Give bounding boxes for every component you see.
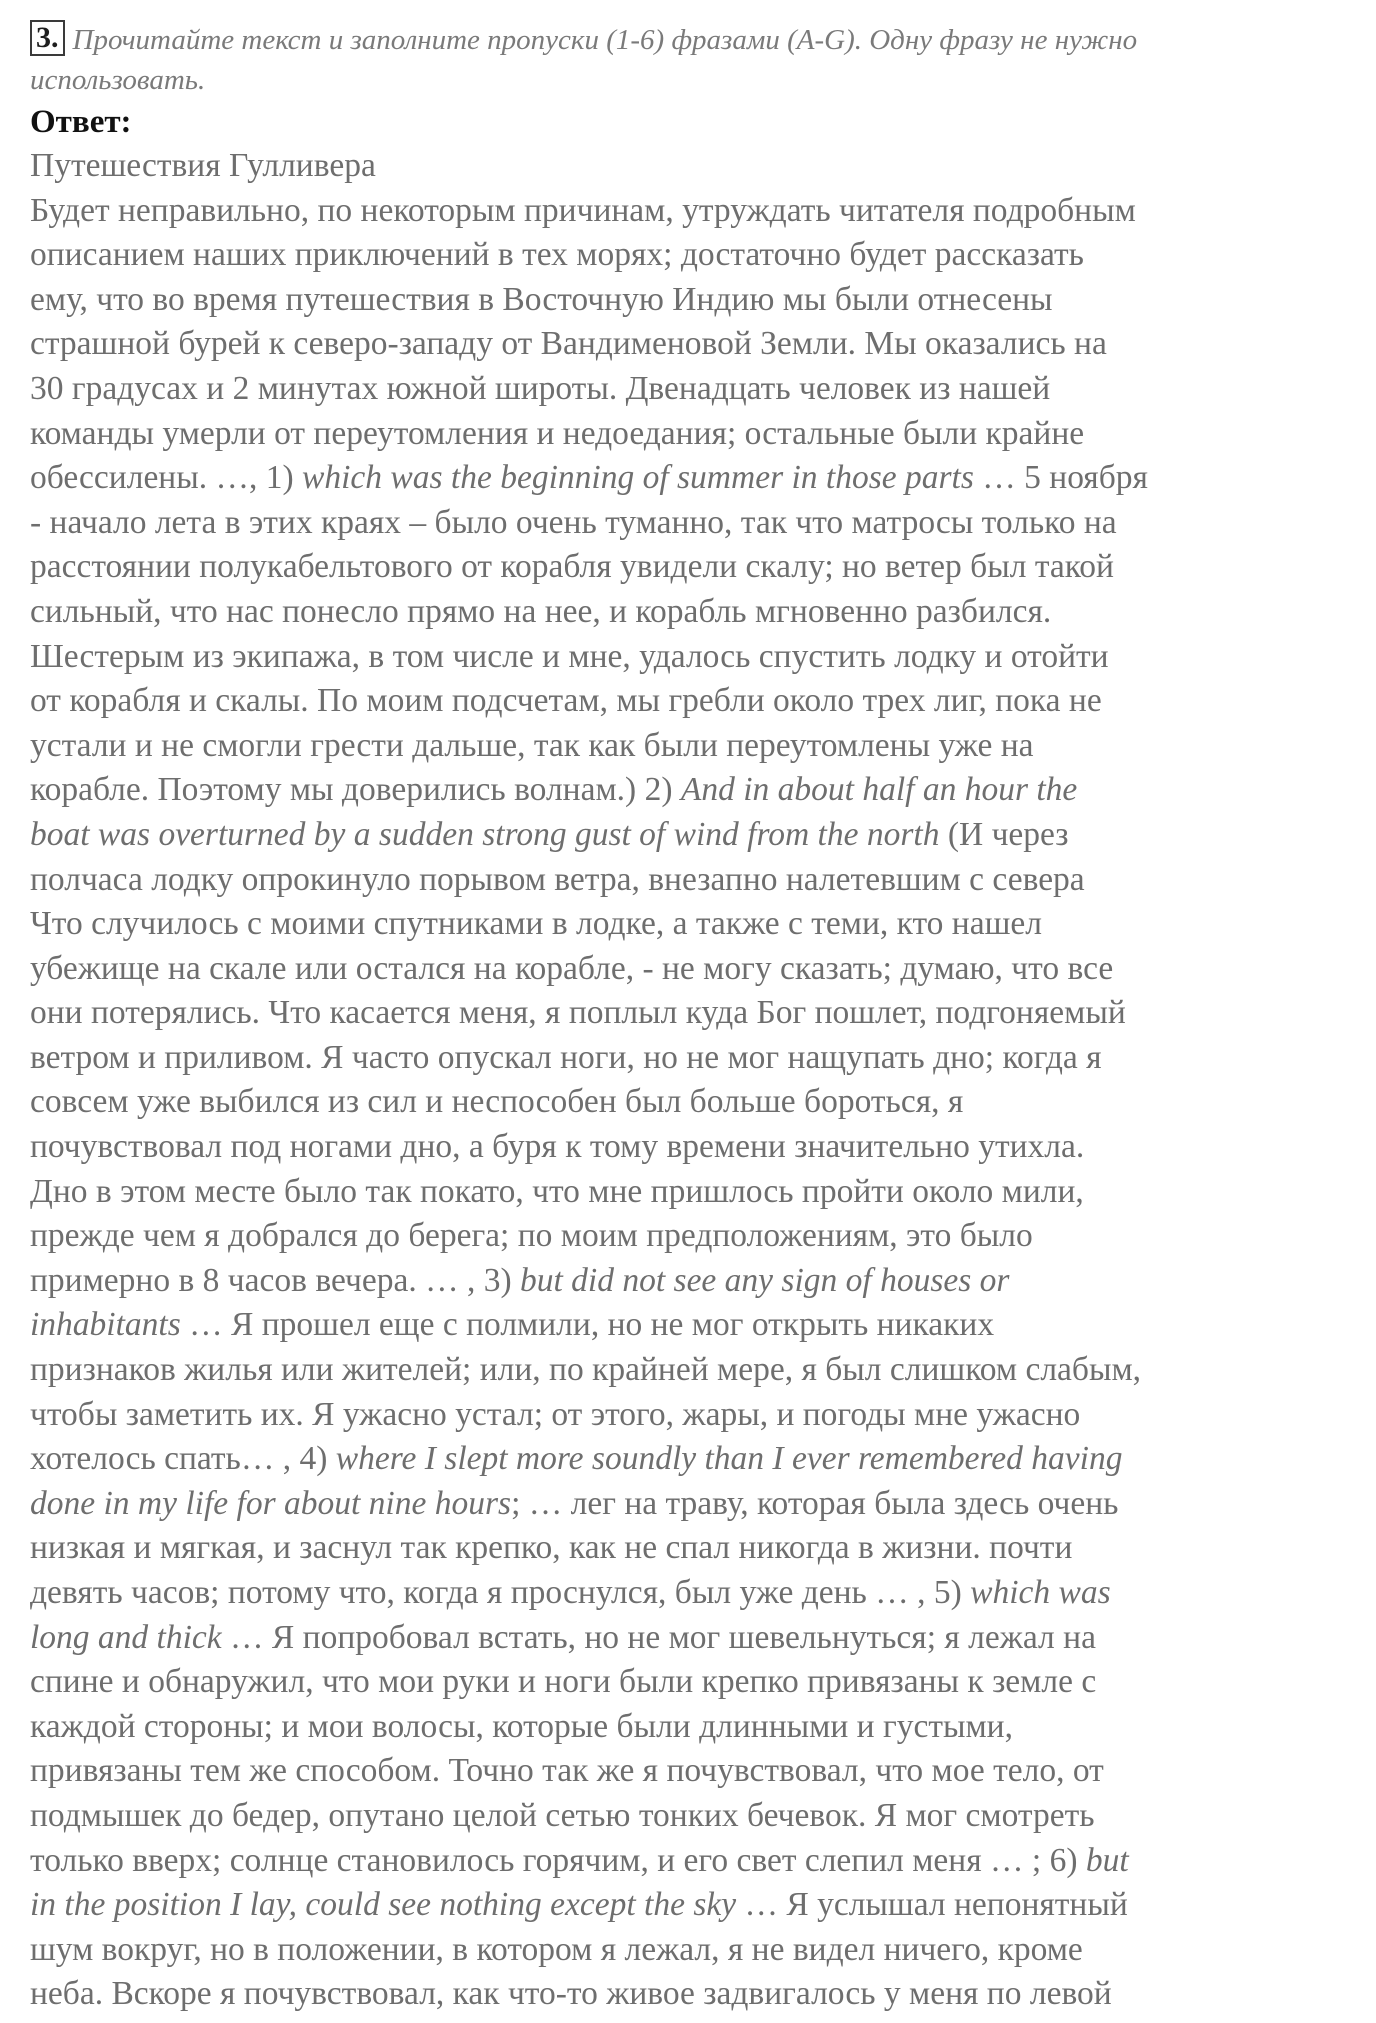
text-segment: чтобы заметить их. Я ужасно устал; от этого, жары, и погоды мне ужасно: [30, 1395, 1081, 1433]
text-line: [30, 1170, 1355, 1215]
text-segment: девять часов; потому что, когда я проснулся, был уже день … , 5): [30, 1574, 971, 1611]
text-segment: убежище на скале или остался на корабле, - не могу сказать; думаю, что все: [30, 949, 1114, 987]
text-segment: (И через: [939, 815, 1069, 853]
text-line: [30, 367, 1355, 412]
text-line: [30, 635, 1355, 680]
text-line: [30, 1616, 1355, 1661]
text-segment: подмышек до бедер, опутано целой сетью тонких бечевок. Я мог смотреть: [30, 1796, 1095, 1834]
text-line: [30, 1794, 1355, 1839]
text-line: [30, 1214, 1355, 1259]
text-segment: сильный, что нас понесло прямо на нее, и корабль мгновенно разбился.: [30, 592, 1052, 630]
text-line: [30, 1972, 1355, 2017]
text-line: [30, 322, 1355, 367]
text-segment: Будет неправильно, по некоторым причинам, утруждать читателя подробным: [30, 191, 1136, 229]
text-line: [30, 1705, 1355, 1750]
text-line: [30, 1660, 1355, 1705]
text-segment: … Я прошел еще с полмили, но не мог открыть никаких: [180, 1306, 995, 1344]
text-segment: … Я услышал непонятный: [736, 1886, 1128, 1924]
text-segment: страшной бурей к северо-западу от Вандименовой Земли. Мы оказались на: [30, 325, 1107, 363]
text-segment: только вверх; солнце становилось горячим, и его свет слепил меня … ; 6): [30, 1841, 1086, 1879]
text-segment: Шестерым из экипажа, в том числе и мне, удалось спустить лодку и отойти: [30, 637, 1109, 675]
english-phrase: in the position I lay, could see nothing except the sky: [30, 1886, 737, 1924]
english-phrase: long and thick: [30, 1618, 222, 1656]
text-segment: низкая и мягкая, и заснул так крепко, как не спал никогда в жизни. почти: [30, 1529, 1073, 1567]
story-paragraph: [30, 189, 1355, 2017]
text-line: [30, 233, 1355, 278]
english-phrase: but: [1085, 1841, 1129, 1879]
text-line: [30, 1303, 1355, 1348]
text-segment: полчаса лодку опрокинуло порывом ветра, внезапно налетевшим с севера: [30, 860, 1085, 898]
story-text: [30, 144, 1355, 2017]
text-line: [30, 1393, 1355, 1438]
text-line: [30, 1482, 1355, 1527]
text-line: [30, 679, 1355, 724]
story-title: Путешествия Гулливера: [30, 147, 376, 184]
text-segment: Что случилось с моими спутниками в лодке, а также с теми, кто нашел: [30, 905, 1042, 943]
text-segment: каждой стороны; и мои волосы, которые были длинными и густыми,: [30, 1707, 1013, 1745]
english-phrase: where I slept more soundly than I ever remembered having: [335, 1440, 1123, 1478]
text-line: [30, 1571, 1355, 1616]
text-segment: 30 градусах и 2 минутах южной широты. Двенадцать человек из нашей: [30, 369, 1051, 407]
text-segment: Дно в этом месте было так покато, что мне пришлось пройти около мили,: [30, 1172, 1084, 1210]
text-line: [30, 991, 1355, 1036]
english-phrase: inhabitants: [30, 1306, 181, 1344]
text-segment: спине и обнаружил, что мои руки и ноги были крепко привязаны к земле с: [30, 1663, 1097, 1701]
english-phrase: which was the beginning of summer in those parts: [302, 459, 974, 497]
text-segment: признаков жилья или жителей; или, по крайней мере, я был слишком слабым,: [30, 1351, 1142, 1389]
text-line: [30, 1348, 1355, 1393]
instruction-text-line2: использовать.: [30, 64, 206, 96]
text-segment: ему, что во время путешествия в Восточную Индию мы были отнесены: [30, 280, 1053, 318]
text-segment: команды умерли от переутомления и недоедания; остальные были крайне: [30, 414, 1085, 452]
text-segment: корабле. Поэтому мы доверились волнам.) 2): [30, 771, 681, 809]
task-instruction: [30, 20, 1355, 100]
text-segment: от корабля и скалы. По моим подсчетам, мы гребли около трех лиг, пока не: [30, 682, 1102, 720]
english-phrase: boat was overturned by a sudden strong gust of wind from the north: [30, 815, 940, 853]
text-line: [30, 1437, 1355, 1482]
task-number-badge: 3.: [30, 20, 65, 56]
text-line: [30, 412, 1355, 457]
text-line: [30, 590, 1355, 635]
text-line: [30, 1839, 1355, 1884]
text-segment: почувствовал под ногами дно, а буря к тому времени значительно утихла.: [30, 1128, 1085, 1166]
document-page: [30, 20, 1355, 2017]
text-segment: устали и не смогли грести дальше, так как были переутомлены уже на: [30, 726, 1034, 764]
text-line: [30, 768, 1355, 813]
text-line: [30, 813, 1355, 858]
text-segment: привязаны тем же способом. Точно так же я почувствовал, что мое тело, от: [30, 1752, 1104, 1790]
text-line: [30, 1526, 1355, 1571]
instruction-text-line1: Прочитайте текст и заполните пропуски (1-6) фразами (A-G). Одну фразу не нужно: [72, 24, 1138, 56]
text-segment: обессилены. …, 1): [30, 459, 303, 497]
text-segment: ветром и приливом. Я часто опускал ноги, но не мог нащупать дно; когда я: [30, 1038, 1102, 1076]
text-line: [30, 189, 1355, 234]
text-line: [30, 1080, 1355, 1125]
text-line: [30, 456, 1355, 501]
text-segment: прежде чем я добрался до берега; по моим предположениям, это было: [30, 1217, 1033, 1255]
text-line: [30, 1036, 1355, 1081]
text-line: [30, 724, 1355, 769]
english-phrase: but did not see any sign of houses or: [519, 1261, 1010, 1299]
text-line: [30, 1749, 1355, 1794]
text-segment: … Я попробовал встать, но не мог шевельнуться; я лежал на: [221, 1618, 1096, 1656]
text-segment: совсем уже выбился из сил и неспособен был больше бороться, я: [30, 1083, 964, 1121]
text-line: [30, 902, 1355, 947]
answer-label: Ответ:: [30, 104, 132, 140]
english-phrase: which was: [970, 1574, 1111, 1611]
text-segment: ; … лег на траву, которая была здесь очень: [511, 1484, 1119, 1522]
english-phrase: done in my life for about nine hours: [30, 1484, 512, 1522]
text-line: [30, 1928, 1355, 1973]
text-line: [30, 545, 1355, 590]
text-line: [30, 1259, 1355, 1304]
text-segment: расстоянии полукабельтового от корабля увидели скалу; но ветер был такой: [30, 548, 1114, 586]
text-segment: примерно в 8 часов вечера. … , 3): [30, 1261, 520, 1299]
text-segment: хотелось спать… , 4): [30, 1440, 336, 1478]
text-segment: неба. Вскоре я почувствовал, как что-то живое задвигалось у меня по левой: [30, 1975, 1112, 2013]
text-line: [30, 278, 1355, 323]
text-segment: описанием наших приключений в тех морях; достаточно будет рассказать: [30, 236, 1084, 274]
text-segment: … 5 ноября: [973, 459, 1148, 497]
text-line: [30, 947, 1355, 992]
text-segment: шум вокруг, но в положении, в котором я лежал, я не видел ничего, кроме: [30, 1930, 1083, 1968]
text-line: [30, 858, 1355, 903]
text-segment: - начало лета в этих краях – было очень туманно, так что матросы только на: [30, 503, 1117, 541]
text-line: [30, 1125, 1355, 1170]
text-segment: они потерялись. Что касается меня, я поплыл куда Бог пошлет, подгоняемый: [30, 994, 1126, 1032]
text-line: [30, 1883, 1355, 1928]
english-phrase: And in about half an hour the: [680, 771, 1078, 809]
text-line: [30, 501, 1355, 546]
